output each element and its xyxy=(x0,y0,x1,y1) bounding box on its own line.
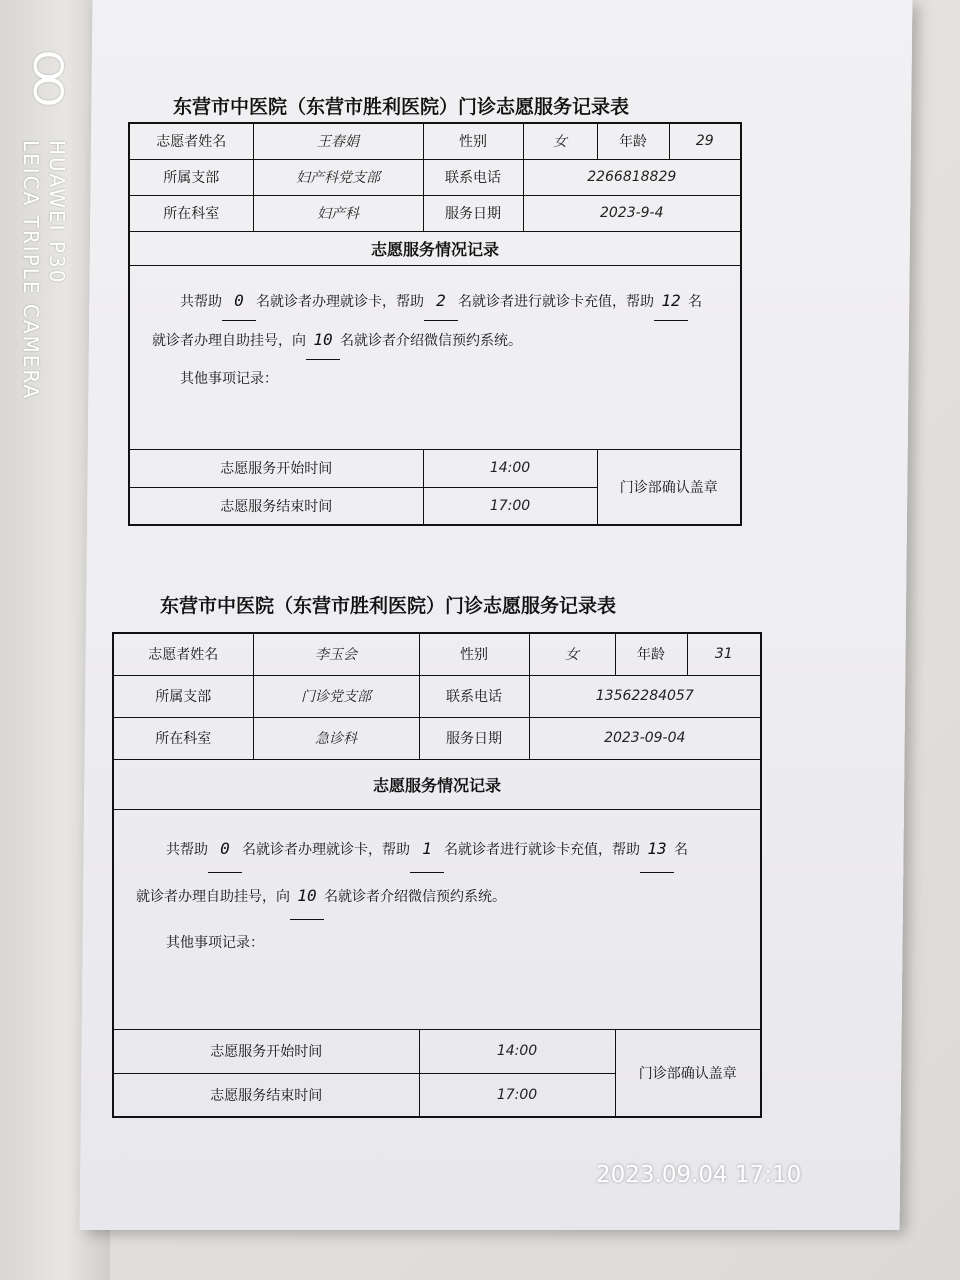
age-label: 年龄 xyxy=(597,123,669,159)
narrative-text: 名就诊者介绍微信预约系统。 xyxy=(324,888,506,905)
camera-lens-line: LEICA TRIPLE CAMERA xyxy=(19,140,43,401)
other-notes-label: 其他事项记录： xyxy=(180,370,278,387)
camera-model-line: HUAWEI P30 xyxy=(45,140,69,285)
department-label: 所在科室 xyxy=(113,717,253,759)
narrative-text: 名就诊者办理就诊卡，帮助 xyxy=(256,293,424,310)
age-label: 年龄 xyxy=(615,633,687,675)
service-narrative xyxy=(129,265,741,449)
phone-value: 2266818829 xyxy=(523,159,741,195)
department-value: 妇产科 xyxy=(253,195,423,231)
gender-label: 性别 xyxy=(419,633,529,675)
end-time-value: 17:00 xyxy=(419,1073,615,1117)
narrative-text: 就诊者办理自助挂号，向 xyxy=(152,332,306,349)
form-title: 东营市中医院（东营市胜利医院）门诊志愿服务记录表 xyxy=(160,595,617,617)
branch-value: 门诊党支部 xyxy=(253,675,419,717)
other-notes-label: 其他事项记录： xyxy=(166,934,264,951)
branch-label: 所属支部 xyxy=(113,675,253,717)
name-value: 王春娟 xyxy=(253,123,423,159)
stamp-label: 门诊部确认盖章 xyxy=(597,449,741,525)
narrative-text: 就诊者办理自助挂号，向 xyxy=(136,888,290,905)
camera-logo: OO xyxy=(24,50,70,101)
gender-value: 女 xyxy=(529,633,615,675)
narrative-text: 名 xyxy=(688,293,702,310)
wechat-count: 10 xyxy=(290,873,324,920)
start-time-value: 14:00 xyxy=(419,1029,615,1073)
record-table xyxy=(112,632,762,1118)
service-date-label: 服务日期 xyxy=(419,717,529,759)
service-date-label: 服务日期 xyxy=(423,195,523,231)
registration-count: 12 xyxy=(654,282,688,321)
narrative-text: 名就诊者进行就诊卡充值，帮助 xyxy=(458,293,654,310)
phone-label: 联系电话 xyxy=(423,159,523,195)
card-count: 0 xyxy=(222,282,256,321)
card-count: 0 xyxy=(208,826,242,873)
age-value: 29 xyxy=(669,123,741,159)
service-date-value: 2023-09-04 xyxy=(529,717,761,759)
narrative-text: 名 xyxy=(674,841,688,858)
narrative-text: 共帮助 xyxy=(166,841,208,858)
start-time-value: 14:00 xyxy=(423,449,597,487)
name-value: 李玉会 xyxy=(253,633,419,675)
record-table xyxy=(128,122,742,526)
branch-label: 所属支部 xyxy=(129,159,253,195)
recharge-count: 1 xyxy=(410,826,444,873)
form-title: 东营市中医院（东营市胜利医院）门诊志愿服务记录表 xyxy=(173,96,630,118)
end-time-label: 志愿服务结束时间 xyxy=(129,487,423,525)
recharge-count: 2 xyxy=(424,282,458,321)
service-narrative xyxy=(113,809,761,1029)
section-heading: 志愿服务情况记录 xyxy=(129,231,741,265)
start-time-label: 志愿服务开始时间 xyxy=(129,449,423,487)
department-label: 所在科室 xyxy=(129,195,253,231)
gender-value: 女 xyxy=(523,123,597,159)
wechat-count: 10 xyxy=(306,321,340,360)
phone-value: 13562284057 xyxy=(529,675,761,717)
name-label: 志愿者姓名 xyxy=(129,123,253,159)
registration-count: 13 xyxy=(640,826,674,873)
branch-value: 妇产科党支部 xyxy=(253,159,423,195)
start-time-label: 志愿服务开始时间 xyxy=(113,1029,419,1073)
narrative-text: 名就诊者进行就诊卡充值，帮助 xyxy=(444,841,640,858)
narrative-text: 名就诊者办理就诊卡，帮助 xyxy=(242,841,410,858)
service-date-value: 2023-9-4 xyxy=(523,195,741,231)
department-value: 急诊科 xyxy=(253,717,419,759)
camera-watermark xyxy=(19,50,74,430)
narrative-text: 共帮助 xyxy=(180,293,222,310)
phone-label: 联系电话 xyxy=(419,675,529,717)
stamp-label: 门诊部确认盖章 xyxy=(615,1029,761,1117)
name-label: 志愿者姓名 xyxy=(113,633,253,675)
photo-timestamp: 2023.09.04 17:10 xyxy=(596,1162,802,1188)
gender-label: 性别 xyxy=(423,123,523,159)
end-time-value: 17:00 xyxy=(423,487,597,525)
camera-model-text xyxy=(18,140,70,400)
section-heading: 志愿服务情况记录 xyxy=(113,759,761,809)
narrative-text: 名就诊者介绍微信预约系统。 xyxy=(340,332,522,349)
age-value: 31 xyxy=(687,633,761,675)
end-time-label: 志愿服务结束时间 xyxy=(113,1073,419,1117)
